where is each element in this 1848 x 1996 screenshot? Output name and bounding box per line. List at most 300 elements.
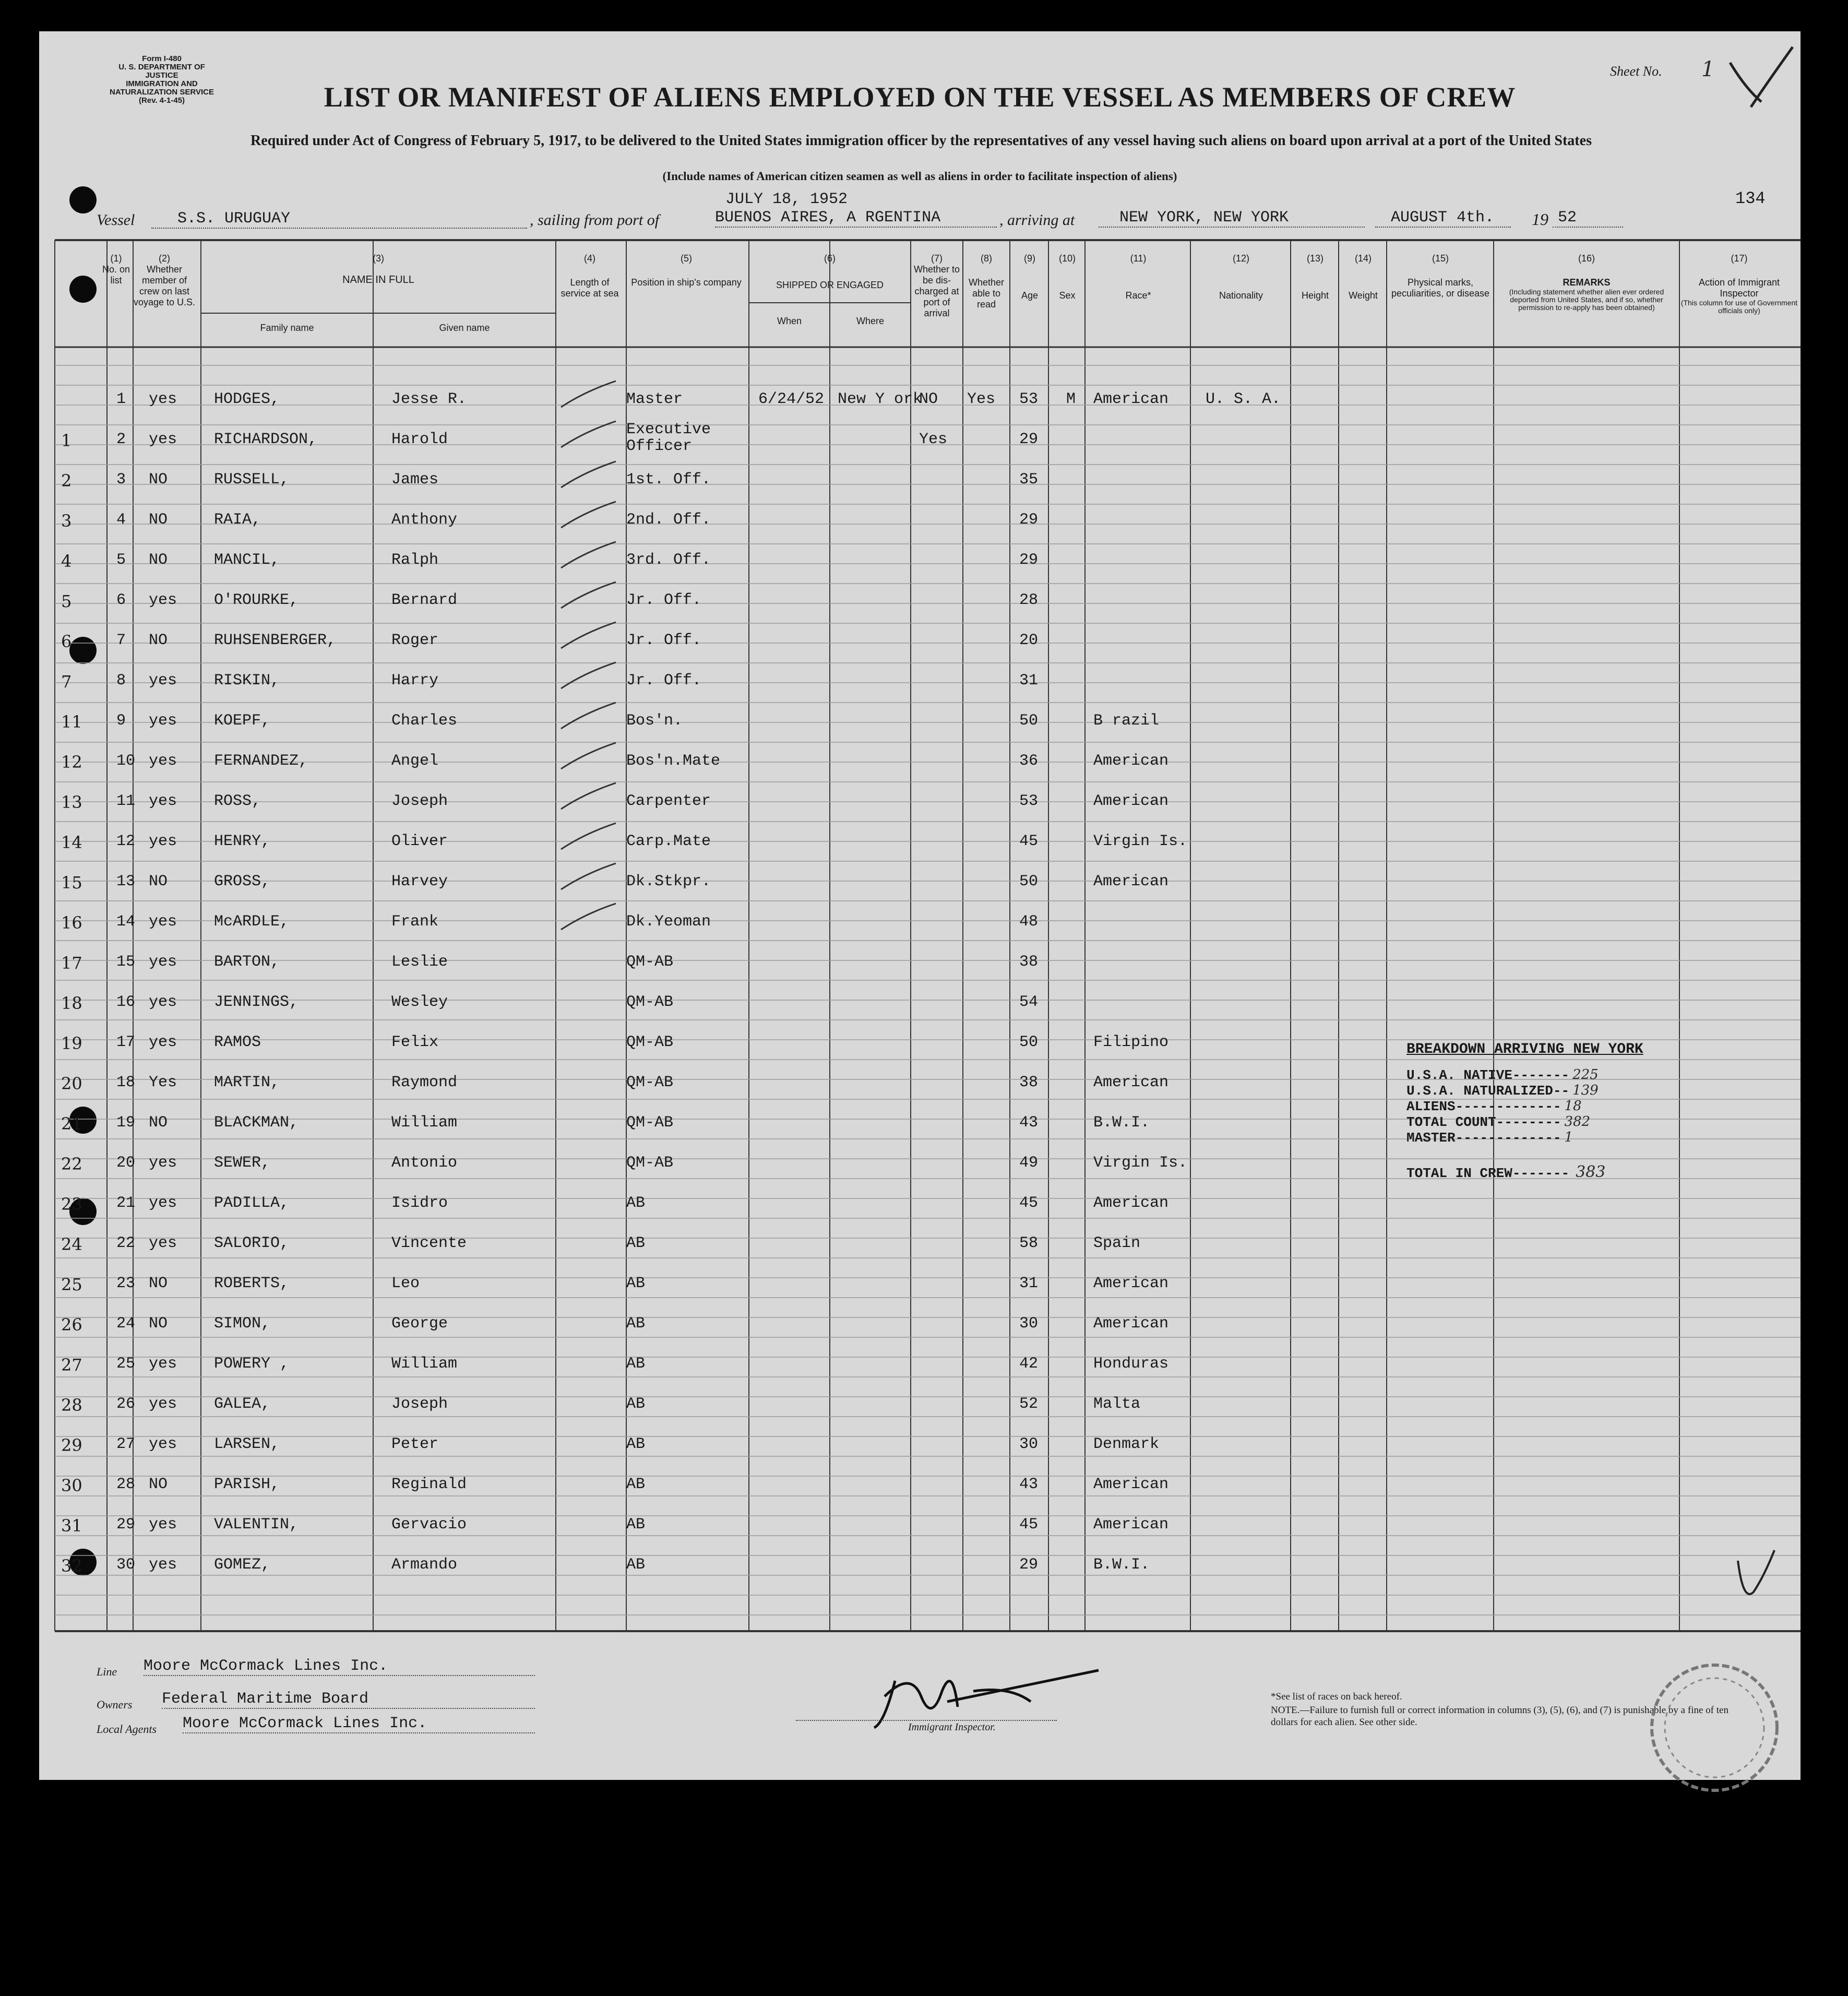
- cell-age: 43: [1019, 1476, 1039, 1493]
- check-mark-icon: [1727, 1545, 1785, 1613]
- col17-header: [1680, 253, 1798, 315]
- cell-last: yes: [149, 1234, 177, 1252]
- breakdown-label: U.S.A. NATIVE-------: [1406, 1067, 1570, 1083]
- cell-position: 2nd. Off.: [626, 511, 711, 529]
- breakdown-value: 225: [1572, 1067, 1599, 1083]
- cell-race: Denmark: [1093, 1435, 1160, 1453]
- cell-hand: 22: [61, 1154, 82, 1174]
- cell-family: GOMEZ,: [214, 1556, 271, 1574]
- service-length-mark: [561, 743, 616, 769]
- cell-given: Felix: [391, 1033, 439, 1051]
- cell-last: yes: [149, 1556, 177, 1574]
- when-header: When: [777, 316, 802, 326]
- cell-given: James: [391, 471, 439, 489]
- cell-family: HODGES,: [214, 390, 280, 408]
- cell-last: yes: [149, 913, 177, 931]
- cell-age: 30: [1019, 1435, 1039, 1453]
- agents-label: Local Agents: [97, 1722, 157, 1736]
- arrival-date: AUGUST 4th.: [1375, 209, 1511, 228]
- cell-age: 30: [1019, 1315, 1039, 1333]
- cell-last: Yes: [149, 1074, 177, 1091]
- breakdown-line: [1406, 1099, 1643, 1115]
- cell-given: Anthony: [391, 511, 458, 529]
- service-length-mark: [561, 542, 616, 568]
- cell-discharged: Yes: [919, 431, 948, 448]
- cell-position: Jr. Off.: [626, 591, 702, 609]
- cell-family: HENRY,: [214, 833, 271, 850]
- cell-age: 52: [1019, 1395, 1039, 1413]
- col9-label: Age: [1021, 290, 1039, 301]
- cell-last: yes: [149, 792, 177, 810]
- cell-given: Joseph: [391, 1395, 448, 1413]
- cell-given: Oliver: [391, 833, 448, 850]
- inspector-label: Immigrant Inspector.: [908, 1721, 996, 1733]
- total-crew-value: 383: [1576, 1163, 1606, 1181]
- cell-family: RICHARDSON,: [214, 431, 318, 448]
- footer-note: NOTE.—Failure to furnish full or correct information in columns (3), (5), (6), and (7) is punishable by a fine of ten dollars for each alien. See other side.: [1271, 1705, 1728, 1728]
- cell-given: Harvey: [391, 873, 448, 890]
- sheet-label: Sheet No.: [1610, 64, 1662, 79]
- cell-race: American: [1093, 1074, 1169, 1091]
- races-note: *See list of races on back hereof.: [1271, 1691, 1402, 1702]
- cell-position: Executive Officer: [626, 421, 711, 455]
- cell-family: LARSEN,: [214, 1435, 280, 1453]
- breakdown-title: BREAKDOWN ARRIVING NEW YORK: [1406, 1041, 1643, 1058]
- cell-no: 30: [116, 1556, 136, 1574]
- col10-label: Sex: [1059, 290, 1076, 301]
- cell-race: American: [1093, 792, 1169, 810]
- cell-nationality: U. S. A.: [1206, 390, 1281, 408]
- agents-value: Moore McCormack Lines Inc.: [183, 1715, 535, 1733]
- cell-hand: 2: [61, 471, 72, 491]
- cell-no: 27: [116, 1435, 136, 1453]
- cell-no: 1: [116, 390, 126, 408]
- col7-number: (7): [931, 253, 943, 264]
- cell-given: Antonio: [391, 1154, 458, 1172]
- service-length-marks: [553, 376, 626, 1054]
- breakdown-value: 1: [1564, 1130, 1573, 1145]
- cell-given: William: [391, 1355, 458, 1373]
- cell-family: RUSSELL,: [214, 471, 290, 489]
- cell-family: MARTIN,: [214, 1074, 280, 1091]
- col14-number: (14): [1354, 253, 1372, 264]
- cell-hand: 31: [61, 1516, 82, 1536]
- col3-number: (3): [373, 253, 384, 264]
- cell-race: Spain: [1093, 1234, 1141, 1252]
- cell-given: Isidro: [391, 1194, 448, 1212]
- cell-family: JENNINGS,: [214, 993, 299, 1011]
- cell-family: O'ROURKE,: [214, 591, 299, 609]
- cell-last: yes: [149, 752, 177, 770]
- cell-age: 53: [1019, 390, 1039, 408]
- arrival-year-prefix: 19: [1532, 210, 1548, 229]
- cell-no: 20: [116, 1154, 136, 1172]
- cell-family: POWERY ,: [214, 1355, 290, 1373]
- cell-position: Master: [626, 390, 683, 408]
- col17-sub: (This column for use of Government officials only): [1680, 299, 1798, 315]
- cell-last: NO: [149, 1315, 168, 1333]
- cell-no: 29: [116, 1516, 136, 1534]
- cell-age: 50: [1019, 712, 1039, 730]
- form-number: Form I-480: [142, 54, 182, 63]
- breakdown-label: MASTER-------------: [1406, 1130, 1561, 1146]
- cell-no: 23: [116, 1275, 136, 1292]
- cell-hand: 16: [61, 913, 82, 933]
- cell-no: 7: [116, 632, 126, 649]
- cell-position: AB: [626, 1355, 646, 1373]
- col8-header: [963, 253, 1010, 310]
- cell-position: QM-AB: [626, 993, 674, 1011]
- col3-header: [201, 253, 556, 286]
- cell-race: American: [1093, 1516, 1169, 1534]
- cell-hand: 5: [61, 591, 72, 611]
- cell-position: Dk.Yeoman: [626, 913, 711, 931]
- cell-last: yes: [149, 953, 177, 971]
- cell-last: NO: [149, 471, 168, 489]
- cell-no: 15: [116, 953, 136, 971]
- cell-family: PARISH,: [214, 1476, 280, 1493]
- cell-no: 5: [116, 551, 126, 569]
- cell-position: AB: [626, 1395, 646, 1413]
- cell-given: Ralph: [391, 551, 439, 569]
- cell-no: 28: [116, 1476, 136, 1493]
- cell-given: George: [391, 1315, 448, 1333]
- col15-label: Physical marks, peculiarities, or disease: [1391, 277, 1490, 299]
- stamp-number: 134: [1735, 189, 1766, 208]
- cell-family: BARTON,: [214, 953, 280, 971]
- official-seal-icon: [1636, 1649, 1793, 1806]
- col7-header: [912, 253, 962, 319]
- cell-hand: 25: [61, 1275, 82, 1294]
- cell-no: 2: [116, 431, 126, 448]
- col5-number: (5): [681, 253, 692, 264]
- cell-family: ROSS,: [214, 792, 261, 810]
- vessel-label: Vessel: [97, 211, 135, 229]
- col15-number: (15): [1432, 253, 1449, 264]
- cell-age: 29: [1019, 1556, 1039, 1574]
- col14-label: Weight: [1349, 290, 1378, 301]
- service-length-mark: [561, 703, 616, 729]
- cell-age: 20: [1019, 632, 1039, 649]
- cell-hand: 27: [61, 1355, 82, 1375]
- given-name-header: Given name: [439, 323, 490, 333]
- cell-age: 50: [1019, 873, 1039, 890]
- service-length-mark: [561, 904, 616, 930]
- cell-no: 19: [116, 1114, 136, 1132]
- service-length-mark: [561, 582, 616, 608]
- cell-last: yes: [149, 1395, 177, 1413]
- col8-label: Whether able to read: [968, 277, 1005, 310]
- cell-age: 31: [1019, 672, 1039, 690]
- cell-last: NO: [149, 511, 168, 529]
- cell-last: yes: [149, 1516, 177, 1534]
- col4-label: Length of service at sea: [561, 277, 619, 299]
- cell-given: William: [391, 1114, 458, 1132]
- subtitle: Required under Act of Congress of February 5, 1917, to be delivered to the United States immigration officer by the representatives of any vessel having such aliens on board upon arrival at a port of the United States: [251, 133, 1592, 149]
- line-label: Line: [97, 1665, 117, 1678]
- cell-last: yes: [149, 833, 177, 850]
- col6-label: SHIPPED OR ENGAGED: [776, 280, 884, 290]
- cell-hand: 19: [61, 1033, 82, 1053]
- cell-age: 42: [1019, 1355, 1039, 1373]
- col16-sub: (Including statement whether alien ever ordered deported from United States, and if so, whether permission to re-apply has been obtained): [1509, 288, 1664, 312]
- cell-no: 9: [116, 712, 126, 730]
- cell-hand: 13: [61, 792, 82, 812]
- cell-position: 3rd. Off.: [626, 551, 711, 569]
- cell-no: 10: [116, 752, 136, 770]
- col1-header: [102, 253, 130, 286]
- cell-family: McARDLE,: [214, 913, 290, 931]
- cell-race: Virgin Is.: [1093, 833, 1188, 850]
- cell-where: New Y ork: [838, 390, 923, 408]
- breakdown-box: [1406, 1041, 1643, 1181]
- service-length-mark: [561, 823, 616, 849]
- owners-label: Owners: [97, 1698, 133, 1711]
- arrival-year: 52: [1553, 209, 1623, 228]
- col4-number: (4): [584, 253, 595, 264]
- col2-label: Whether member of crew on last voyage to U.S.: [133, 264, 196, 307]
- cell-hand: 21: [61, 1114, 82, 1134]
- breakdown-line: [1406, 1131, 1643, 1146]
- cell-race: Filipino: [1093, 1033, 1169, 1051]
- col12-label: Nationality: [1219, 290, 1263, 301]
- service-length-mark: [561, 662, 616, 688]
- cell-family: MANCIL,: [214, 551, 280, 569]
- cell-position: AB: [626, 1556, 646, 1574]
- cell-age: 58: [1019, 1234, 1039, 1252]
- service-length-mark: [561, 381, 616, 407]
- cell-given: Roger: [391, 632, 439, 649]
- cell-last: NO: [149, 632, 168, 649]
- cell-family: RUHSENBERGER,: [214, 632, 337, 649]
- cell-last: NO: [149, 873, 168, 890]
- cell-position: QM-AB: [626, 953, 674, 971]
- cell-no: 22: [116, 1234, 136, 1252]
- cell-race: American: [1093, 390, 1169, 408]
- col11-label: Race*: [1125, 290, 1151, 301]
- col12-number: (12): [1232, 253, 1249, 264]
- cell-hand: 14: [61, 833, 82, 852]
- cell-race: B.W.I.: [1093, 1556, 1150, 1574]
- cell-given: Harry: [391, 672, 439, 690]
- cell-family: RAIA,: [214, 511, 261, 529]
- cell-race: B razil: [1093, 712, 1160, 730]
- cell-last: yes: [149, 1033, 177, 1051]
- cell-no: 4: [116, 511, 126, 529]
- service-length-mark: [561, 461, 616, 488]
- cell-no: 16: [116, 993, 136, 1011]
- breakdown-value: 18: [1564, 1098, 1582, 1114]
- col7-label: Whether to be dis- charged at port of arrival: [913, 264, 960, 318]
- cell-hand: 18: [61, 993, 82, 1013]
- cell-position: QM-AB: [626, 1033, 674, 1051]
- revision: (Rev. 4-1-45): [138, 96, 185, 105]
- cell-age: 28: [1019, 591, 1039, 609]
- cell-given: Leslie: [391, 953, 448, 971]
- cell-given: Charles: [391, 712, 458, 730]
- cell-given: Joseph: [391, 792, 448, 810]
- cell-age: 50: [1019, 1033, 1039, 1051]
- cell-no: 24: [116, 1315, 136, 1333]
- sailing-label: , sailing from port of: [530, 211, 660, 229]
- cell-family: GROSS,: [214, 873, 271, 890]
- breakdown-label: ALIENS-------------: [1406, 1099, 1561, 1114]
- col1-number: (1): [110, 253, 122, 264]
- col9-number: (9): [1024, 253, 1035, 264]
- service-length-mark: [561, 783, 616, 809]
- cell-age: 38: [1019, 953, 1039, 971]
- cell-position: Jr. Off.: [626, 672, 702, 690]
- col5-label: Position in ship's company: [631, 277, 742, 288]
- cell-family: SEWER,: [214, 1154, 271, 1172]
- col16-label: REMARKS: [1563, 277, 1611, 288]
- col14-header: [1340, 253, 1387, 301]
- cell-position: QM-AB: [626, 1154, 674, 1172]
- breakdown-lines: [1406, 1068, 1643, 1146]
- cell-race: Virgin Is.: [1093, 1154, 1188, 1172]
- cell-family: GALEA,: [214, 1395, 271, 1413]
- cell-no: 13: [116, 873, 136, 890]
- cell-age: 29: [1019, 431, 1039, 448]
- cell-hand: 28: [61, 1395, 82, 1415]
- col13-header: [1292, 253, 1339, 301]
- cell-position: Carpenter: [626, 792, 711, 810]
- cell-position: AB: [626, 1516, 646, 1534]
- arriving-label: , arriving at: [999, 211, 1075, 229]
- cell-race: American: [1093, 1315, 1169, 1333]
- cell-no: 14: [116, 913, 136, 931]
- cell-age: 45: [1019, 1516, 1039, 1534]
- col11-header: [1086, 253, 1190, 301]
- col16-number: (16): [1578, 253, 1595, 264]
- cell-race: American: [1093, 1476, 1169, 1493]
- col5-header: [626, 253, 746, 288]
- cell-family: RAMOS: [214, 1033, 261, 1051]
- breakdown-value: 139: [1572, 1083, 1599, 1098]
- cell-age: 48: [1019, 913, 1039, 931]
- cell-position: QM-AB: [626, 1114, 674, 1132]
- cell-given: Harold: [391, 431, 448, 448]
- total-crew-label: TOTAL IN CREW-------: [1406, 1166, 1570, 1181]
- cell-hand: 4: [61, 551, 72, 571]
- cell-family: SALORIO,: [214, 1234, 290, 1252]
- cell-given: Frank: [391, 913, 439, 931]
- cell-last: NO: [149, 1476, 168, 1493]
- inspector-line: [796, 1720, 1057, 1721]
- col8-number: (8): [981, 253, 992, 264]
- cell-race: American: [1093, 873, 1169, 890]
- service-length-mark: [561, 622, 616, 648]
- col15-header: [1388, 253, 1493, 299]
- cell-position: AB: [626, 1194, 646, 1212]
- cell-given: Jesse R.: [391, 390, 467, 408]
- service: IMMIGRATION AND NATURALIZATION SERVICE: [109, 79, 214, 97]
- cell-family: BLACKMAN,: [214, 1114, 299, 1132]
- cell-family: ROBERTS,: [214, 1275, 290, 1292]
- cell-last: yes: [149, 672, 177, 690]
- cell-given: Raymond: [391, 1074, 458, 1091]
- cell-hand: 6: [61, 632, 72, 651]
- cell-age: 45: [1019, 833, 1039, 850]
- cell-given: Reginald: [391, 1476, 467, 1493]
- cell-age: 49: [1019, 1154, 1039, 1172]
- cell-last: NO: [149, 1275, 168, 1292]
- department: U. S. DEPARTMENT OF JUSTICE: [118, 63, 205, 80]
- breakdown-line: [1406, 1084, 1643, 1099]
- manifest-sheet: [39, 31, 1801, 1780]
- owners-value: Federal Maritime Board: [162, 1690, 535, 1709]
- cell-age: 36: [1019, 752, 1039, 770]
- col9-header: [1011, 253, 1048, 301]
- service-length-mark: [561, 863, 616, 889]
- cell-hand: 23: [61, 1194, 82, 1214]
- cell-family: VALENTIN,: [214, 1516, 299, 1534]
- breakdown-line: [1406, 1115, 1643, 1131]
- cell-position: Dk.Stkpr.: [626, 873, 711, 890]
- cell-family: KOEPF,: [214, 712, 271, 730]
- cell-position: AB: [626, 1234, 646, 1252]
- page-title: LIST OR MANIFEST OF ALIENS EMPLOYED ON THE VESSEL AS MEMBERS OF CREW: [324, 81, 1516, 113]
- col2-number: (2): [159, 253, 170, 264]
- breakdown-label: U.S.A. NATURALIZED--: [1406, 1083, 1570, 1099]
- cell-family: FERNANDEZ,: [214, 752, 308, 770]
- cell-position: AB: [626, 1476, 646, 1493]
- cell-hand: 24: [61, 1234, 82, 1254]
- cell-given: Bernard: [391, 591, 458, 609]
- cell-race: American: [1093, 752, 1169, 770]
- arriving-port: NEW YORK, NEW YORK: [1099, 209, 1365, 228]
- cell-position: Bos'n.: [626, 712, 683, 730]
- col4-header: [558, 253, 621, 299]
- cell-hand: 32: [61, 1556, 82, 1576]
- cell-discharged: NO: [919, 390, 938, 408]
- cell-no: 26: [116, 1395, 136, 1413]
- cell-age: 53: [1019, 792, 1039, 810]
- cell-given: Wesley: [391, 993, 448, 1011]
- col12-header: [1191, 253, 1291, 301]
- cell-hand: 30: [61, 1476, 82, 1495]
- col13-number: (13): [1306, 253, 1324, 264]
- cell-given: Armando: [391, 1556, 458, 1574]
- breakdown-label: TOTAL COUNT--------: [1406, 1114, 1561, 1130]
- where-header: Where: [856, 316, 884, 326]
- cell-last: yes: [149, 1435, 177, 1453]
- cell-read: Yes: [967, 390, 996, 408]
- cell-race: Malta: [1093, 1395, 1141, 1413]
- cell-hand: 11: [61, 712, 82, 732]
- col2-header: [133, 253, 196, 308]
- cell-no: 3: [116, 471, 126, 489]
- cell-position: AB: [626, 1275, 646, 1292]
- service-length-mark: [561, 502, 616, 528]
- cell-position: AB: [626, 1315, 646, 1333]
- cell-age: 54: [1019, 993, 1039, 1011]
- line-value: Moore McCormack Lines Inc.: [144, 1657, 535, 1676]
- col17-label: Action of Immigrant Inspector: [1698, 277, 1780, 299]
- col17-number: (17): [1731, 253, 1748, 264]
- col13-label: Height: [1301, 290, 1329, 301]
- breakdown-total-line: [1406, 1163, 1643, 1181]
- cell-hand: 15: [61, 873, 82, 893]
- cell-race: American: [1093, 1275, 1169, 1292]
- cell-age: 43: [1019, 1114, 1039, 1132]
- vessel-name: S.S. URUGUAY: [151, 210, 527, 229]
- cell-given: Peter: [391, 1435, 439, 1453]
- cell-no: 6: [116, 591, 126, 609]
- cell-no: 25: [116, 1355, 136, 1373]
- cell-race: Honduras: [1093, 1355, 1169, 1373]
- sailing-port: BUENOS AIRES, A RGENTINA: [715, 209, 997, 228]
